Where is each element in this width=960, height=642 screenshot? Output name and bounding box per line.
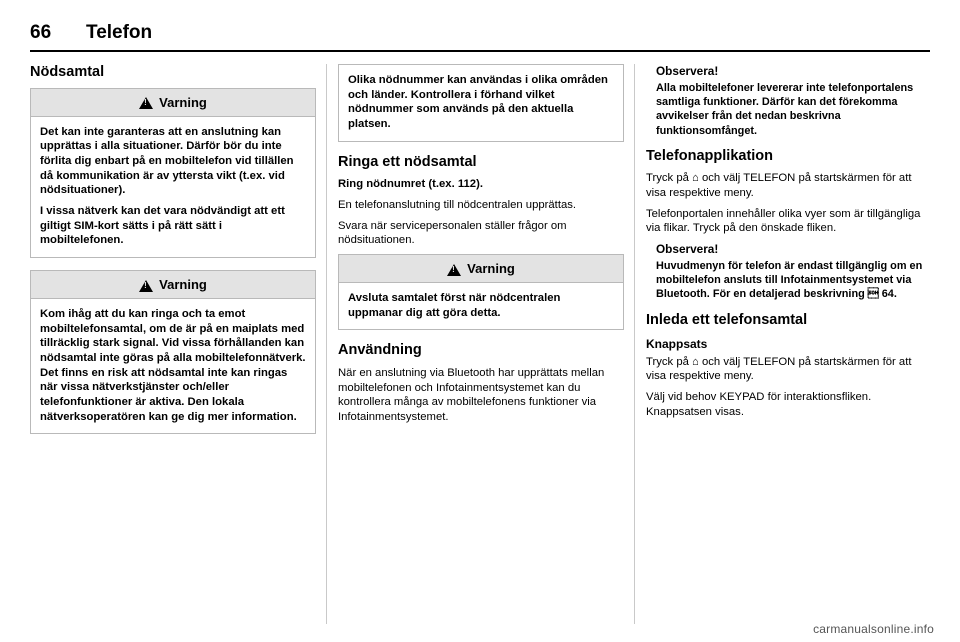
- paragraph-answer-questions: Svara när servicepersonalen ställer frågor om nödsituationen.: [338, 219, 567, 247]
- paragraph-open-phone-menu-2: Tryck på ⌂ och välj TELEFON på startskärmen för att visa respektive meny.: [646, 355, 912, 383]
- warning-paragraph: I vissa nätverk kan det vara nödvändigt att ett giltigt SIM-kort sätts i på rätt sätt i mobiltelefonen.: [40, 205, 285, 247]
- warning-triangle-icon: [139, 97, 153, 109]
- section-heading-emergency-calls: Nödsamtal: [30, 64, 105, 80]
- footer-watermark: carmanualsonline.info: [813, 622, 934, 636]
- page-number: 66: [30, 22, 52, 43]
- warning-box-network: [30, 270, 316, 434]
- paragraph-open-phone-menu: Tryck på ⌂ och välj TELEFON på startskärmen för att visa respektive meny.: [646, 172, 912, 200]
- note-paragraph: Alla mobiltelefoner levererar inte telefonportalens samtliga funktioner. Därför kan det förekomma avvikelser från det nedan beskrivna funktionsomfånget.: [656, 82, 914, 137]
- section-heading-usage: Användning: [338, 342, 422, 359]
- section-heading-make-emergency-call: Ringa ett nödsamtal: [338, 153, 477, 170]
- note-box-phone-functions: [646, 64, 932, 138]
- column-divider: [634, 64, 635, 624]
- warning-title: Varning: [159, 94, 207, 110]
- note-paragraph: Huvudmenyn för telefon är endast tillgänglig om en mobiltelefon ansluts till Infotainmentsystemet via Bluetooth. För en detaljerad beskrivning  64.: [656, 260, 923, 301]
- warning-triangle-icon: [447, 264, 461, 276]
- column-1: [30, 64, 316, 624]
- subheading-keypad: Knappsats: [646, 337, 708, 352]
- column-2: [338, 64, 624, 624]
- warning-triangle-icon: [139, 280, 153, 292]
- column-3: [646, 64, 932, 624]
- warning-title: Varning: [467, 261, 515, 277]
- paragraph-connection-established: En telefonanslutning till nödcentralen upprättas.: [338, 199, 577, 212]
- warning-paragraph: Olika nödnummer kan användas i olika områden och länder. Kontrollera i förhand vilket nödnummer som används på den aktuella platsen.: [348, 74, 608, 131]
- paragraph-select-keypad: Välj vid behov KEYPAD för interaktionsfliken. Knappsatsen visas.: [646, 390, 872, 418]
- page-header: [30, 22, 930, 52]
- note-title: Observera!: [656, 242, 719, 257]
- warning-box-end-call: [338, 254, 624, 330]
- paragraph-phone-portal-tabs: Telefonportalen innehåller olika vyer som är tillgängliga via flikar. Tryck på den önskade fliken.: [646, 207, 921, 235]
- warning-paragraph: Kom ihåg att du kan ringa och ta emot mobiltelefonsamtal, om de är på en maiplats med tillräcklig stark signal. Vid vissa förhållanden kan nödsamtal inte göras på alla mobiltelefonnätverk. Det finns en risk att nödsamtal inte kan ringas när vissa nätverkstjänster och/eller telefonfunktioner är aktiva. Den lokala nätverksoperatören kan ge dig mer information.: [40, 308, 306, 423]
- note-box-bluetooth-required: [646, 242, 932, 302]
- warning-body: [339, 283, 623, 329]
- section-heading-start-phone-call: Inleda ett telefonsamtal: [646, 311, 808, 328]
- chapter-title: Telefon: [86, 22, 153, 43]
- page-columns: [30, 64, 930, 624]
- warning-title: Varning: [159, 277, 207, 293]
- warning-box-connection: [30, 88, 316, 258]
- warning-paragraph: Det kan inte garanteras att en anslutning kan upprättas i alla situationer. Därför bör du inte förlita dig enbart på en mobiltelefon vid tillällen då kommunikation är av yttersta vikt (t.ex. vid nödsituationer).: [40, 125, 294, 197]
- paragraph-dial-number: Ring nödnumret (t.ex. 112).: [338, 178, 483, 191]
- warning-body: [31, 299, 315, 433]
- warning-body: [339, 65, 623, 141]
- warning-header: [339, 255, 623, 283]
- warning-header: [31, 271, 315, 299]
- warning-box-continued: [338, 64, 624, 142]
- warning-header: [31, 89, 315, 117]
- warning-paragraph: Avsluta samtalet först när nödcentralen uppmanar dig att göra detta.: [348, 292, 561, 319]
- paragraph-bluetooth-connection: När en anslutning via Bluetooth har upprättats mellan mobiltelefonen och Infotainmentsystemet kan du kontrollera många av mobiltelefonens funktioner via Infotainmentsystemet.: [338, 367, 605, 424]
- warning-body: [31, 117, 315, 257]
- note-title: Observera!: [656, 64, 719, 78]
- column-divider: [326, 64, 327, 624]
- section-heading-phone-application: Telefonapplikation: [646, 147, 774, 164]
